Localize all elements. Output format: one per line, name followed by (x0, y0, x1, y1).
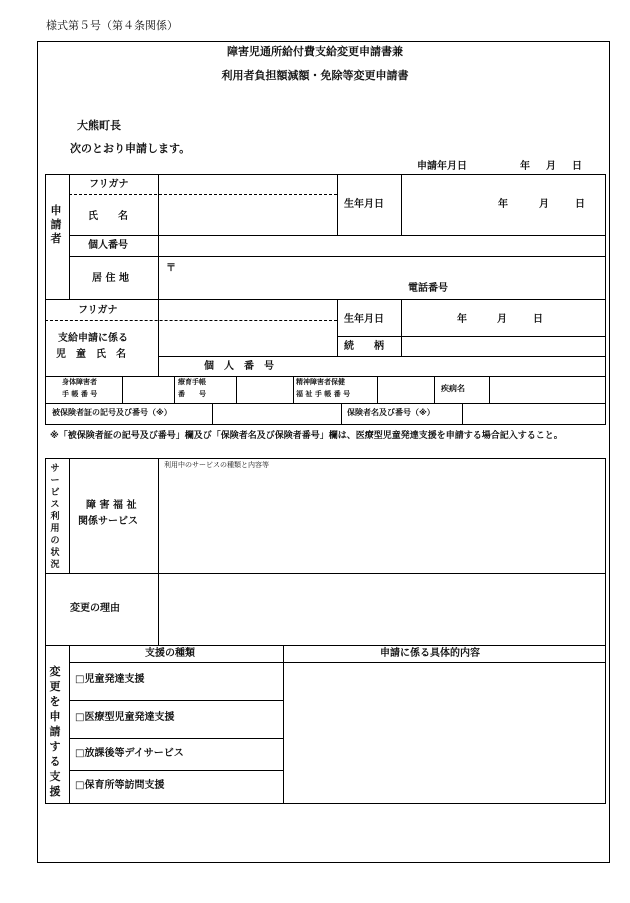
support-option-child-development[interactable]: □児童発達支援 (75, 674, 145, 685)
form-number: 様式第５号（第４条関係） (46, 19, 178, 32)
child-name-label-line2: 児 童 氏 名 (56, 349, 126, 360)
ryoiku-cert-label-l2: 番 号 (178, 390, 206, 398)
applicant-name-label: 氏 名 (88, 211, 128, 222)
support-type-header: 支援の種類 (145, 648, 195, 659)
form-title-line1: 障害児通所給付費支給変更申請書兼 (227, 45, 403, 58)
support-section-label: 変更を申請する支援 (49, 665, 61, 798)
applicant-address-label: 居 住 地 (92, 273, 129, 284)
applicant-dob-month[interactable]: 月 (539, 199, 549, 210)
applicant-section-label: 申請者 (50, 204, 62, 245)
support-option-after-school-day-service[interactable]: □放課後等デイサービス (75, 748, 184, 759)
mental-cert-label-l1: 精神障害者保健 (296, 378, 345, 386)
disease-label: 疾病名 (441, 384, 465, 393)
form-title-line2: 利用者負担額減額・免除等変更申請書 (221, 69, 409, 82)
service-content-hint: 利用中のサービスの種類と内容等 (164, 461, 269, 469)
child-dob-year[interactable]: 年 (457, 314, 467, 325)
support-option-medical-child-development[interactable]: □医療型児童発達支援 (75, 712, 175, 723)
support-option-nursery-visit-support[interactable]: □保育所等訪問支援 (75, 780, 165, 791)
change-reason-label: 変更の理由 (70, 603, 120, 614)
child-furigana-label: フリガナ (78, 305, 118, 316)
application-date-day[interactable]: 日 (572, 161, 582, 172)
insurance-cert-label: 被保険者証の記号及び番号（※） (52, 408, 172, 417)
mental-cert-label-l2: 福 祉 手 帳 番 号 (296, 390, 351, 398)
child-dob-label: 生年月日 (344, 314, 384, 325)
support-detail-header: 申請に係る具体的内容 (380, 648, 480, 659)
ryoiku-cert-label-l1: 療育手帳 (178, 378, 206, 386)
applicant-phone-label: 電話番号 (408, 283, 448, 294)
applicant-dob-year[interactable]: 年 (498, 199, 508, 210)
intro-text: 次のとおり申請します。 (70, 142, 191, 155)
child-personal-number-label: 個 人 番 号 (204, 361, 274, 372)
application-date-label: 申請年月日 (417, 161, 467, 172)
addressee: 大熊町長 (77, 119, 121, 132)
applicant-dob-label: 生年月日 (344, 199, 384, 210)
application-date-year[interactable]: 年 (520, 161, 530, 172)
physical-cert-label-l1: 身体障害者 (62, 378, 97, 386)
child-dob-month[interactable]: 月 (497, 314, 507, 325)
service-label-l2: 関係サービス (78, 516, 138, 527)
child-dob-day[interactable]: 日 (533, 314, 543, 325)
child-name-label-line1: 支給申請に係る (58, 333, 128, 344)
applicant-personal-number-label: 個人番号 (88, 240, 128, 251)
insurance-note: ※「被保険者証の記号及び番号」欄及び「保険者名及び保険者番号」欄は、医療型児童発達支援を申請する場合記入すること。 (50, 431, 563, 441)
application-date-month[interactable]: 月 (546, 161, 556, 172)
service-usage-section-label: サービス利用の状況 (50, 464, 60, 570)
applicant-dob-day[interactable]: 日 (575, 199, 585, 210)
insurer-label: 保険者名及び番号（※） (347, 408, 435, 417)
child-relationship-label: 続 柄 (344, 341, 384, 352)
physical-cert-label-l2: 手 帳 番 号 (62, 390, 98, 398)
applicant-furigana-label: フリガナ (89, 179, 129, 190)
service-label-l1: 障 害 福 祉 (86, 500, 137, 511)
postal-mark: 〒 (166, 263, 176, 274)
